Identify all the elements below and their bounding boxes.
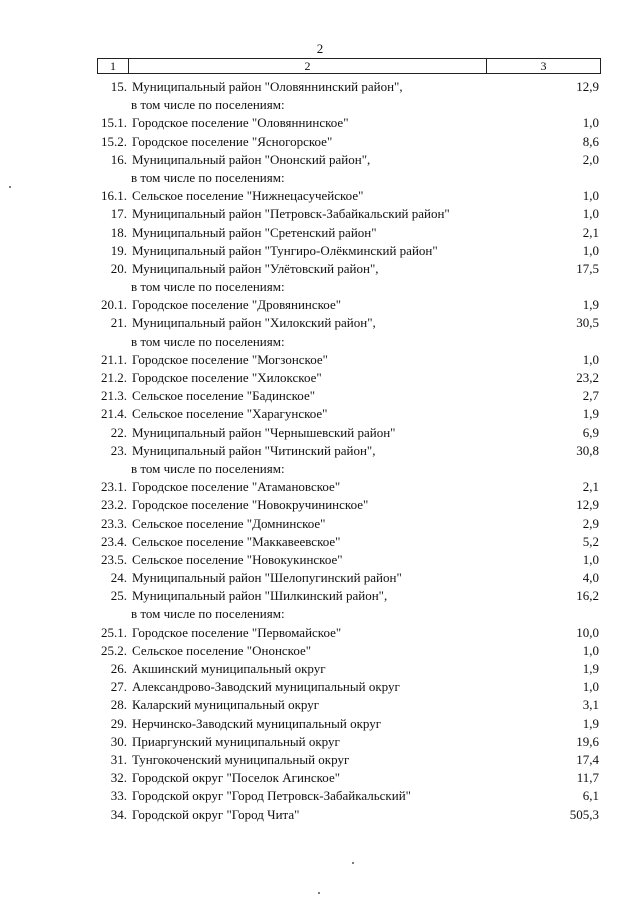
row-name: Приаргунский муниципальный округ [132,733,340,749]
row-number: 34. [110,806,127,822]
row-name: в том числе по поселениям: [131,279,285,295]
row-name: Сельское поселение "Маккавеевское" [132,533,341,549]
row-value: 8,6 [582,133,599,149]
row-value: 17,4 [576,751,599,767]
row-name: Муниципальный район "Ононский район", [132,151,371,167]
row-number: 32. [110,770,127,786]
table-row [0,114,640,132]
row-name: Городское поселение "Могзонское" [132,351,328,367]
row-name: Сельское поселение "Ононское" [132,642,312,658]
row-value: 16,2 [576,588,599,604]
row-number: 27. [110,679,127,695]
table-row [0,678,640,696]
row-number: 23.5. [101,551,127,567]
scan-speck [318,892,320,894]
row-name: Муниципальный район "Шелопугинский район" [132,570,402,586]
row-name: Муниципальный район "Сретенский район" [132,224,377,240]
table-row [0,696,640,714]
row-name: Муниципальный район "Чернышевский район" [132,424,396,440]
row-number: 16.1. [101,188,127,204]
table-row [0,242,640,260]
row-value: 2,1 [582,479,599,495]
row-value: 1,9 [582,406,599,422]
row-name: Городское поселение "Оловяннинское" [132,115,349,131]
row-value: 505,3 [569,806,599,822]
row-name: Муниципальный район "Тунгиро-Олёкминский район" [132,242,438,258]
row-name: Сельское поселение "Харагунское" [132,406,328,422]
row-value: 23,2 [576,370,599,385]
row-name: Каларский муниципальный округ [132,697,320,713]
row-number: 28. [110,697,127,713]
table-row [0,533,640,551]
table-row [0,751,640,769]
row-name: Сельское поселение "Домнинское" [132,515,326,531]
table-row [0,624,640,642]
header-col-3: 3 [540,59,547,73]
table-body [0,78,640,824]
table-row [0,551,640,569]
row-name: в том числе по поселениям: [131,169,285,185]
row-value: 1,0 [582,115,599,131]
table-row [0,351,640,369]
row-name: Городское поселение "Хилокское" [132,370,322,385]
table-row [0,369,640,387]
row-value: 1,9 [582,661,599,676]
table-row [0,296,640,314]
row-name: Сельское поселение "Нижнецасучейское" [132,188,364,204]
table-row [0,387,640,405]
row-number: 20.1. [101,297,127,313]
row-value: 1,9 [582,715,599,731]
scan-speck [9,186,11,188]
row-name: Городское поселение "Дровянинское" [132,297,342,313]
row-number: 21.2. [101,370,127,385]
row-name: Тунгокоченский муниципальный округ [132,751,350,767]
row-number: 29. [110,715,127,731]
row-value: 19,6 [576,733,599,749]
row-name: Городское поселение "Ясногорское" [132,133,333,149]
row-number: 15.1. [101,115,127,131]
row-number: 23.1. [101,479,127,495]
row-name: Сельское поселение "Бадинское" [132,388,316,404]
row-name: Сельское поселение "Новокукинское" [132,551,343,567]
row-value: 12,9 [576,79,599,94]
row-value: 2,7 [582,388,599,404]
table-row [0,515,640,533]
row-value: 10,0 [576,624,599,640]
header-col-2: 2 [129,59,487,73]
row-number: 25. [110,588,127,604]
row-number: 19. [110,242,127,258]
row-value: 1,0 [582,551,599,567]
table-row [0,660,640,678]
table-row [0,333,640,351]
row-number: 15. [110,79,127,94]
table-row [0,460,640,478]
row-number: 22. [110,424,127,440]
row-value: 17,5 [576,260,599,276]
row-value: 5,2 [582,533,599,549]
row-name: Александрово-Заводский муниципальный округ [132,679,400,695]
row-number: 21.1. [101,351,127,367]
table-row [0,169,640,187]
row-number: 18. [110,224,127,240]
row-number: 25.1. [101,624,127,640]
table-row [0,733,640,751]
row-name: Муниципальный район "Шилкинский район", [132,588,388,604]
table-row [0,133,640,151]
table-row [0,605,640,623]
table-row [0,715,640,733]
row-value: 2,1 [582,224,599,240]
row-name: Городской округ "Город Петровск-Забайкальский" [132,788,411,804]
table-row [0,587,640,605]
row-name: Нерчинско-Заводский муниципальный округ [132,715,382,731]
row-name: Акшинский муниципальный округ [132,661,326,676]
row-value: 1,0 [582,206,599,222]
row-name: Муниципальный район "Улётовский район", [132,260,379,276]
row-number: 23.3. [101,515,127,531]
table-row [0,96,640,114]
page-number: 2 [316,41,324,56]
table-row [0,224,640,242]
row-value: 12,9 [576,497,599,513]
table-row [0,151,640,169]
row-number: 31. [110,751,127,767]
row-number: 21.3. [101,388,127,404]
row-value: 1,0 [582,242,599,258]
row-number: 23.2. [101,497,127,513]
row-name: Городской округ "Поселок Агинское" [132,770,341,786]
table-row [0,187,640,205]
row-value: 1,9 [582,297,599,313]
table-row [0,478,640,496]
row-number: 20. [110,260,127,276]
row-value: 1,0 [582,351,599,367]
row-number: 21.4. [101,406,127,422]
table-row [0,205,640,223]
row-name: в том числе по поселениям: [131,97,285,113]
row-number: 23. [110,442,127,458]
row-name: Муниципальный район "Петровск-Забайкальский район" [132,206,450,222]
row-name: в том числе по поселениям: [131,460,285,476]
table-row [0,496,640,514]
row-value: 2,0 [582,151,599,167]
row-value: 2,9 [582,515,599,531]
row-value: 6,1 [582,788,599,804]
row-number: 21. [110,315,127,331]
row-value: 6,9 [582,424,599,440]
table-row [0,405,640,423]
row-name: Городское поселение "Новокручининское" [132,497,369,513]
row-number: 16. [110,151,127,167]
table-row [0,569,640,587]
table-row [0,442,640,460]
row-value: 30,5 [576,315,599,331]
row-value: 1,0 [582,679,599,695]
table-header [97,58,601,74]
row-number: 25.2. [101,642,127,658]
row-value: 3,1 [582,697,599,713]
row-value: 1,0 [582,642,599,658]
row-value: 11,7 [576,770,599,786]
row-name: Муниципальный район "Оловяннинский район", [132,79,403,94]
row-name: в том числе по поселениям: [131,606,285,622]
row-number: 23.4. [101,533,127,549]
table-row [0,787,640,805]
header-col-1: 1 [98,59,129,73]
scan-speck [352,862,354,864]
row-name: Городское поселение "Первомайское" [132,624,342,640]
row-number: 15.2. [101,133,127,149]
table-row [0,424,640,442]
row-value: 1,0 [582,188,599,204]
row-name: Городское поселение "Атамановское" [132,479,341,495]
row-number: 24. [110,570,127,586]
table-row [0,278,640,296]
row-number: 33. [110,788,127,804]
row-number: 26. [110,661,127,676]
table-row [0,314,640,332]
row-name: в том числе по поселениям: [131,333,285,349]
row-value: 4,0 [582,570,599,586]
table-row [0,642,640,660]
row-number: 17. [110,206,127,222]
table-row [0,806,640,824]
row-name: Муниципальный район "Читинский район", [132,442,376,458]
table-row [0,260,640,278]
row-name: Муниципальный район "Хилокский район", [132,315,376,331]
table-row [0,769,640,787]
row-value: 30,8 [576,442,599,458]
table-row [0,78,640,96]
row-number: 30. [110,733,127,749]
row-name: Городской округ "Город Чита" [132,806,300,822]
